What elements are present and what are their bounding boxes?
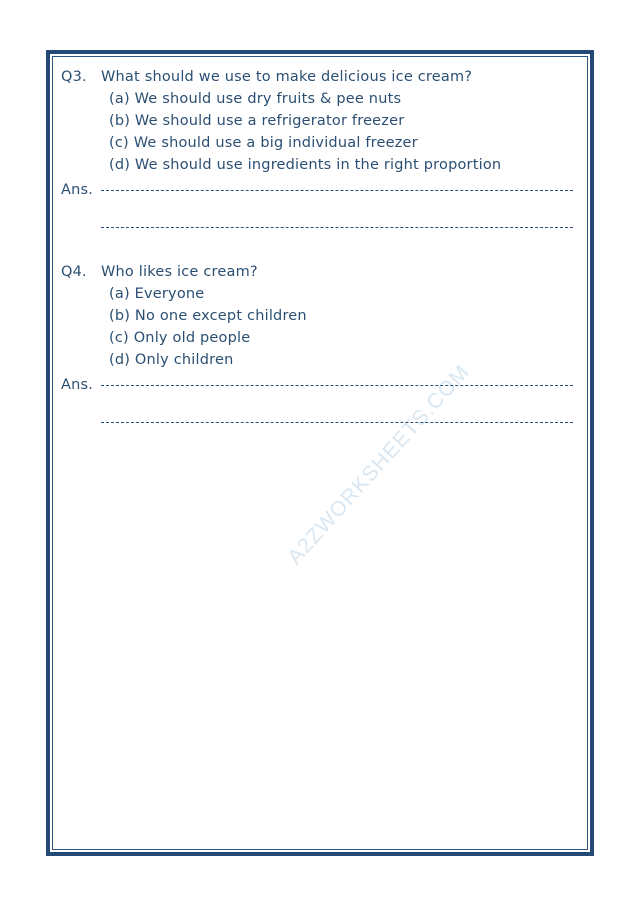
option-q4-a[interactable]: (a) Everyone (109, 286, 205, 302)
question-number-q4: Q4. (61, 264, 87, 280)
option-q3-a[interactable]: (a) We should use dry fruits & pee nuts (109, 91, 402, 107)
question-block-q3 (61, 67, 579, 238)
answer-line-q4-1[interactable] (101, 385, 573, 386)
answer-line-q3-1[interactable] (101, 190, 573, 191)
option-list-q4 (61, 283, 579, 371)
option-list-q3 (61, 88, 579, 176)
watermark-text: A2ZWORKSHEETS.COM (283, 360, 475, 569)
option-q4-d[interactable]: (d) Only children (109, 352, 234, 368)
worksheet-page-inner-border (52, 56, 588, 850)
answer-row-q3-1 (61, 179, 579, 201)
question-text-q3: What should we use to make delicious ice cream? (101, 69, 473, 85)
answer-row-q4-2 (61, 411, 579, 433)
option-q4-b[interactable]: (b) No one except children (109, 308, 307, 324)
answer-row-q3-2 (61, 216, 579, 238)
question-number-q3: Q3. (61, 69, 87, 85)
option-q4-c[interactable]: (c) Only old people (109, 330, 251, 346)
answer-block-q3 (61, 179, 579, 238)
answer-line-q4-2[interactable] (101, 422, 573, 423)
option-q3-b[interactable]: (b) We should use a refrigerator freezer (109, 113, 405, 129)
question-spacer (61, 242, 579, 262)
answer-line-q3-2[interactable] (101, 227, 573, 228)
answer-block-q4 (61, 374, 579, 433)
question-heading-q3 (61, 67, 579, 88)
worksheet-page-border (46, 50, 594, 856)
answer-label-q3: Ans. (61, 182, 94, 198)
worksheet-content (53, 57, 587, 849)
question-block-q4 (61, 262, 579, 433)
answer-row-q4-1 (61, 374, 579, 396)
answer-label-q4: Ans. (61, 377, 94, 393)
option-q3-d[interactable]: (d) We should use ingredients in the right proportion (109, 157, 502, 173)
question-heading-q4 (61, 262, 579, 283)
option-q3-c[interactable]: (c) We should use a big individual freezer (109, 135, 418, 151)
question-text-q4: Who likes ice cream? (101, 264, 258, 280)
